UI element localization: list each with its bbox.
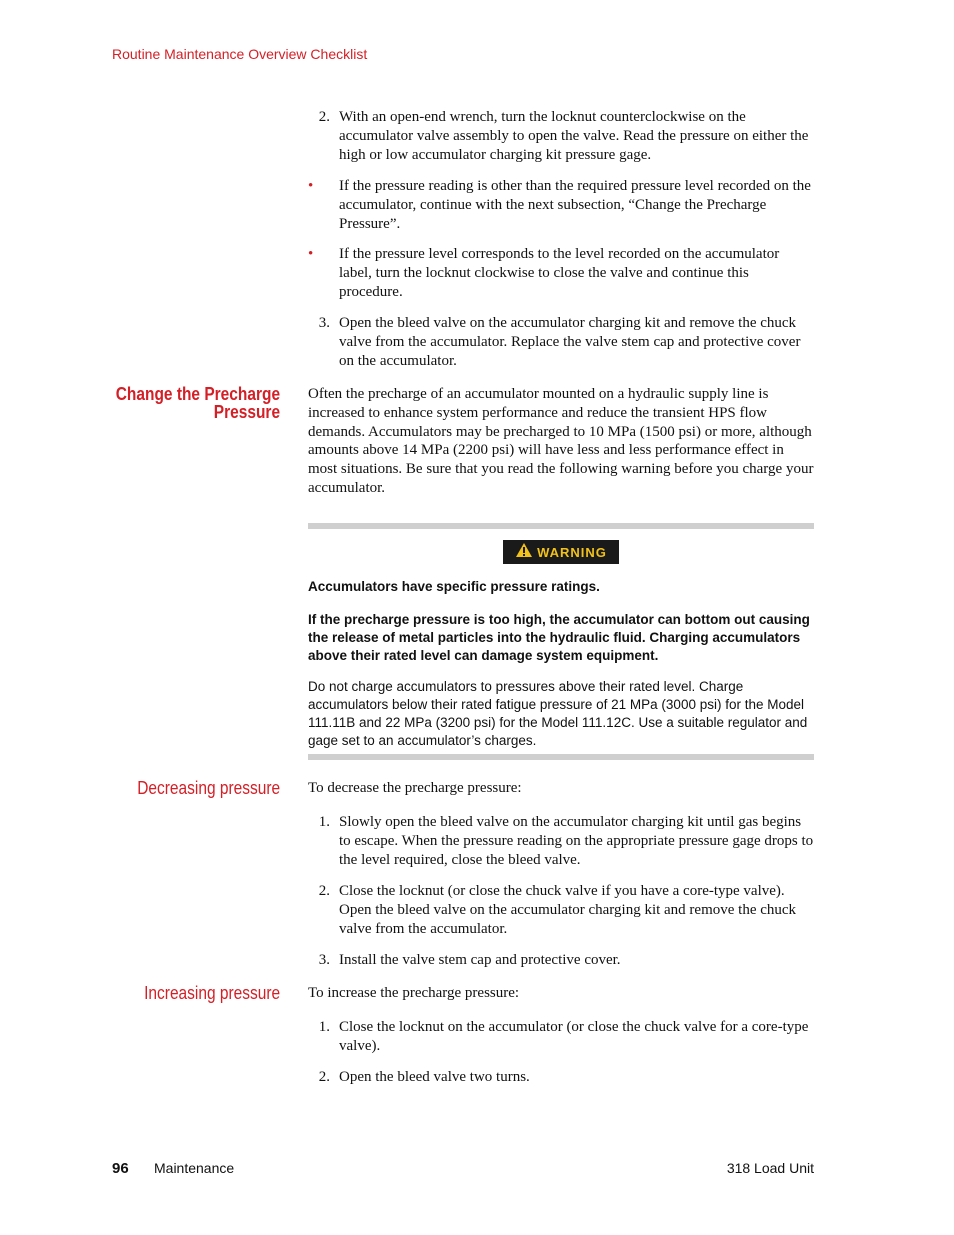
section-body: Often the precharge of an accumulator mounted on a hydraulic supply line is increased to enhance system performance and reduce the transient HPS flow demands. Accumulators may be precharged to 10 MPa (1500 psi) or more, although amounts above 14 MPa (2200 psi) will have less and less performance effect in most situations. Be sure that you read the following warning before you charge your accumulator. bbox=[308, 386, 814, 496]
step-number: 1. bbox=[318, 1019, 330, 1035]
page-number: 96 bbox=[112, 1160, 129, 1177]
warning-badge bbox=[503, 540, 619, 564]
step-text: Slowly open the bleed valve on the accumulator charging kit until gas begins to escape. When the pressure reading on the appropriate pressure gage drops to the level required, close the bleed valve. bbox=[339, 814, 814, 868]
list-item bbox=[308, 177, 814, 233]
bullet-text: If the pressure reading is other than the required pressure level recorded on the accumulator, continue with the next subsection, “Change the Precharge Pressure”. bbox=[339, 178, 811, 232]
step-number: 3. bbox=[318, 952, 330, 968]
step-text: Close the locknut (or close the chuck valve if you have a core-type valve). Open the bleed valve on the accumulator charging kit and remove the chuck valve from the accumulator. bbox=[339, 883, 797, 937]
step-text: Install the valve stem cap and protective cover. bbox=[339, 952, 621, 968]
warning-line-2: If the precharge pressure is too high, the accumulator can bottom out causing the release of metal particles into the hydraulic fluid. Charging accumulators above their rated level can damage system equipment. bbox=[308, 612, 810, 663]
section-heading-decreasing: Decreasing pressure bbox=[137, 778, 280, 798]
step-number: 2. bbox=[318, 109, 330, 125]
section-heading-increasing: Increasing pressure bbox=[144, 983, 280, 1003]
list-item bbox=[308, 951, 814, 970]
section-heading-change-precharge bbox=[116, 385, 280, 421]
warning-top-rule bbox=[308, 523, 814, 529]
section-intro: To increase the precharge pressure: bbox=[308, 985, 520, 1001]
step-number: 2. bbox=[318, 883, 330, 899]
footer-chapter: Maintenance bbox=[154, 1160, 235, 1176]
step-text: Close the locknut on the accumulator (or close the chuck valve for a core-type valve). bbox=[339, 1019, 809, 1054]
list-item bbox=[308, 882, 814, 938]
list-item bbox=[308, 245, 814, 301]
step-number: 1. bbox=[318, 814, 330, 830]
step-text: Open the bleed valve on the accumulator charging kit and remove the chuck valve from the accumulator. Replace the valve stem cap and protective cover on the accumulator. bbox=[339, 315, 801, 369]
list-item bbox=[308, 813, 814, 869]
bullet-text: If the pressure level corresponds to the level recorded on the accumulator label, turn the locknut clockwise to close the valve and continue this procedure. bbox=[339, 246, 780, 300]
step-text: Open the bleed valve two turns. bbox=[339, 1069, 530, 1085]
step-number: 2. bbox=[318, 1069, 330, 1085]
warning-triangle-icon bbox=[515, 542, 533, 563]
warning-line-1: Accumulators have specific pressure ratings. bbox=[308, 579, 600, 594]
section-intro: To decrease the precharge pressure: bbox=[308, 780, 522, 796]
step-text: With an open-end wrench, turn the locknut counterclockwise on the accumulator valve assembly to open the valve. Read the pressure on either the high or low accumulator charging kit pressure gage. bbox=[339, 109, 809, 163]
list-item bbox=[308, 1018, 814, 1056]
heading-line: Change the Precharge bbox=[115, 384, 280, 404]
warning-bottom-rule bbox=[308, 754, 814, 760]
footer-product: 318 Load Unit bbox=[726, 1160, 814, 1176]
bullet-icon: • bbox=[308, 246, 314, 262]
warning-line-3: Do not charge accumulators to pressures above their rated level. Charge accumulators below their rated fatigue pressure of 21 MPa (3000 psi) for the Model 111.11B and 22 MPa (3200 psi) for the Model 111.12C. Use a suitable regulator and gage set to an accumulator’s charges. bbox=[308, 679, 808, 748]
warning-label: WARNING bbox=[537, 544, 607, 560]
step-number: 3. bbox=[318, 315, 330, 331]
running-header: Routine Maintenance Overview Checklist bbox=[112, 46, 368, 62]
list-item bbox=[308, 1068, 814, 1087]
list-item bbox=[308, 108, 814, 164]
bullet-icon: • bbox=[308, 178, 314, 194]
heading-line: Pressure bbox=[213, 402, 280, 422]
list-item bbox=[308, 314, 814, 370]
